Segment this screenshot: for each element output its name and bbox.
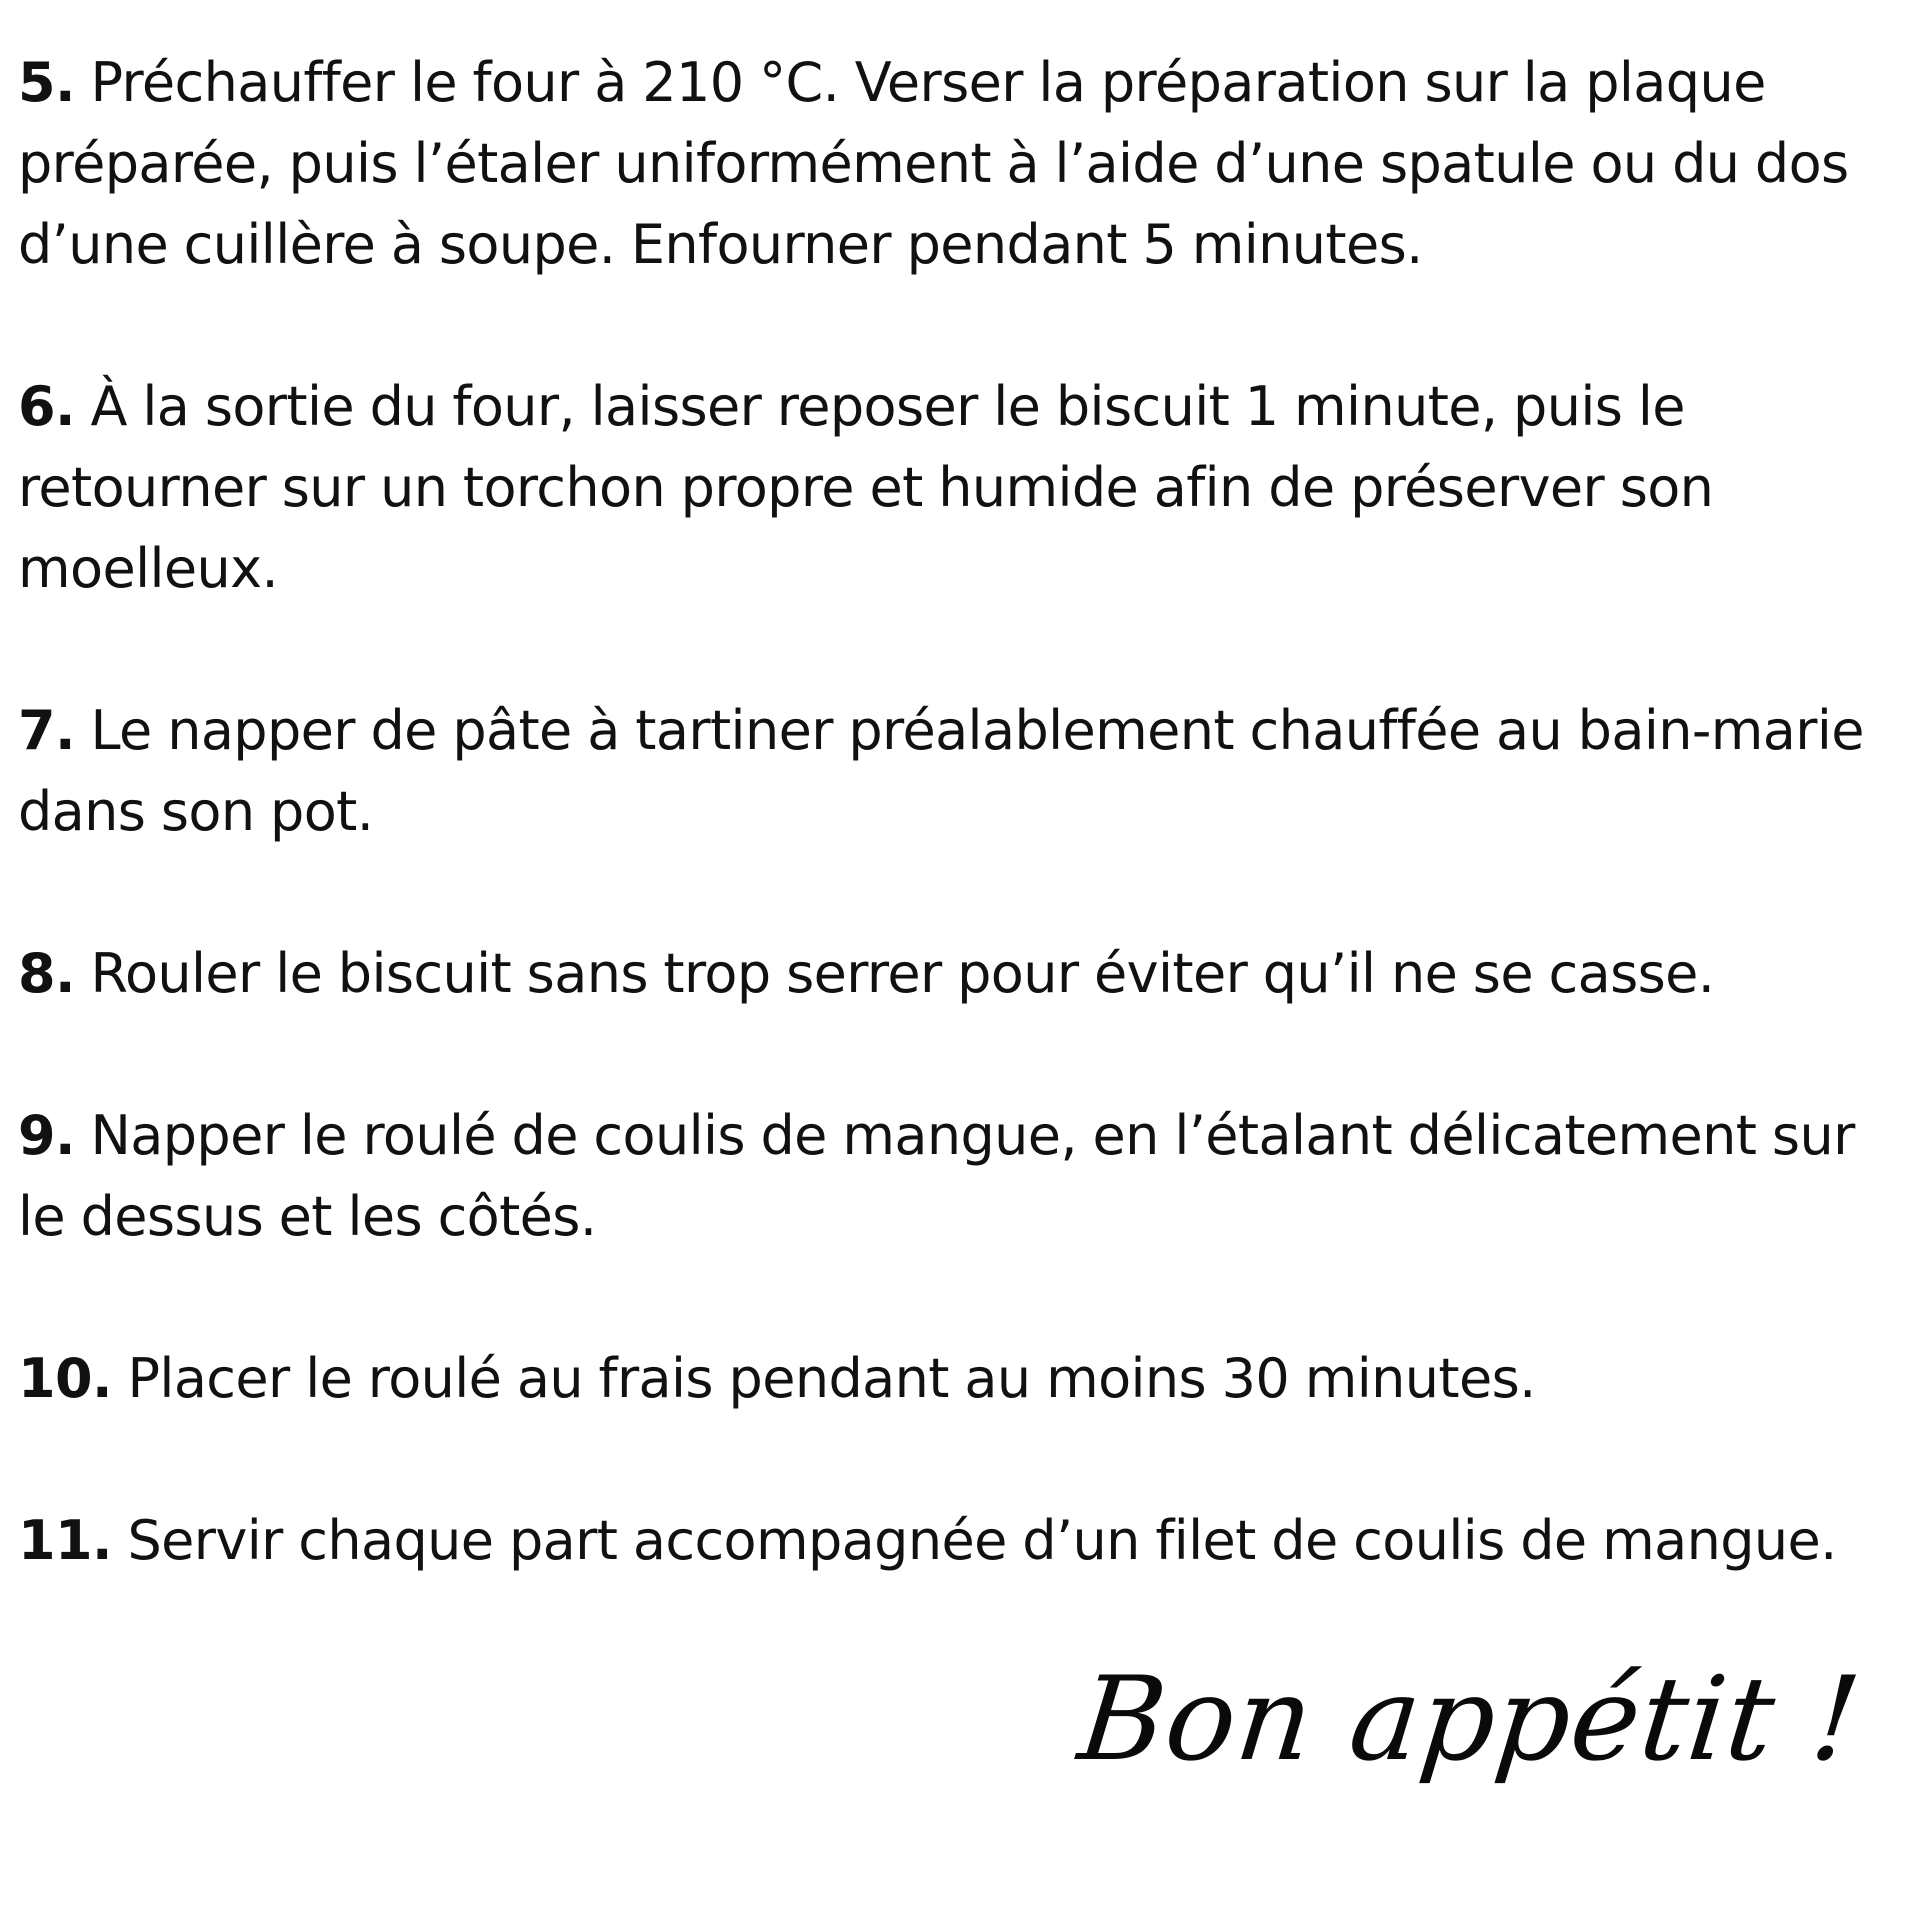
step-number: 6. xyxy=(18,375,75,438)
step-text: À la sortie du four, laisser reposer le biscuit 1 minute, puis le retourner sur un torchon propre et humide afin de préserver son moelleux. xyxy=(18,375,1714,600)
step-number: 9. xyxy=(18,1104,75,1167)
step-5 xyxy=(18,42,1908,285)
step-number: 8. xyxy=(18,942,75,1005)
step-number: 5. xyxy=(18,51,75,114)
step-number: 10. xyxy=(18,1347,112,1410)
step-text: Servir chaque part accompagnée d’un filet de coulis de mangue. xyxy=(127,1509,1837,1572)
step-number: 7. xyxy=(18,699,75,762)
step-6 xyxy=(18,366,1908,609)
step-text: Rouler le biscuit sans trop serrer pour éviter qu’il ne se casse. xyxy=(90,942,1715,1005)
recipe-steps xyxy=(18,42,1908,1662)
step-8 xyxy=(18,933,1908,1014)
step-7 xyxy=(18,690,1908,852)
step-11 xyxy=(18,1500,1908,1581)
step-text: Placer le roulé au frais pendant au moins 30 minutes. xyxy=(127,1347,1536,1410)
signoff-text: Bon appétit ! xyxy=(1072,1652,1867,1787)
step-text: Napper le roulé de coulis de mangue, en l’étalant délicatement sur le dessus et les côtés. xyxy=(18,1104,1855,1248)
step-10 xyxy=(18,1338,1908,1419)
step-text: Préchauffer le four à 210 °C. Verser la préparation sur la plaque préparée, puis l’étaler uniformément à l’aide d’une spatule ou du dos d’une cuillère à soupe. Enfourner pendant 5 minutes. xyxy=(18,51,1849,276)
step-number: 11. xyxy=(18,1509,112,1572)
step-text: Le napper de pâte à tartiner préalablement chauffée au bain-marie dans son pot. xyxy=(18,699,1864,843)
step-9 xyxy=(18,1095,1908,1257)
